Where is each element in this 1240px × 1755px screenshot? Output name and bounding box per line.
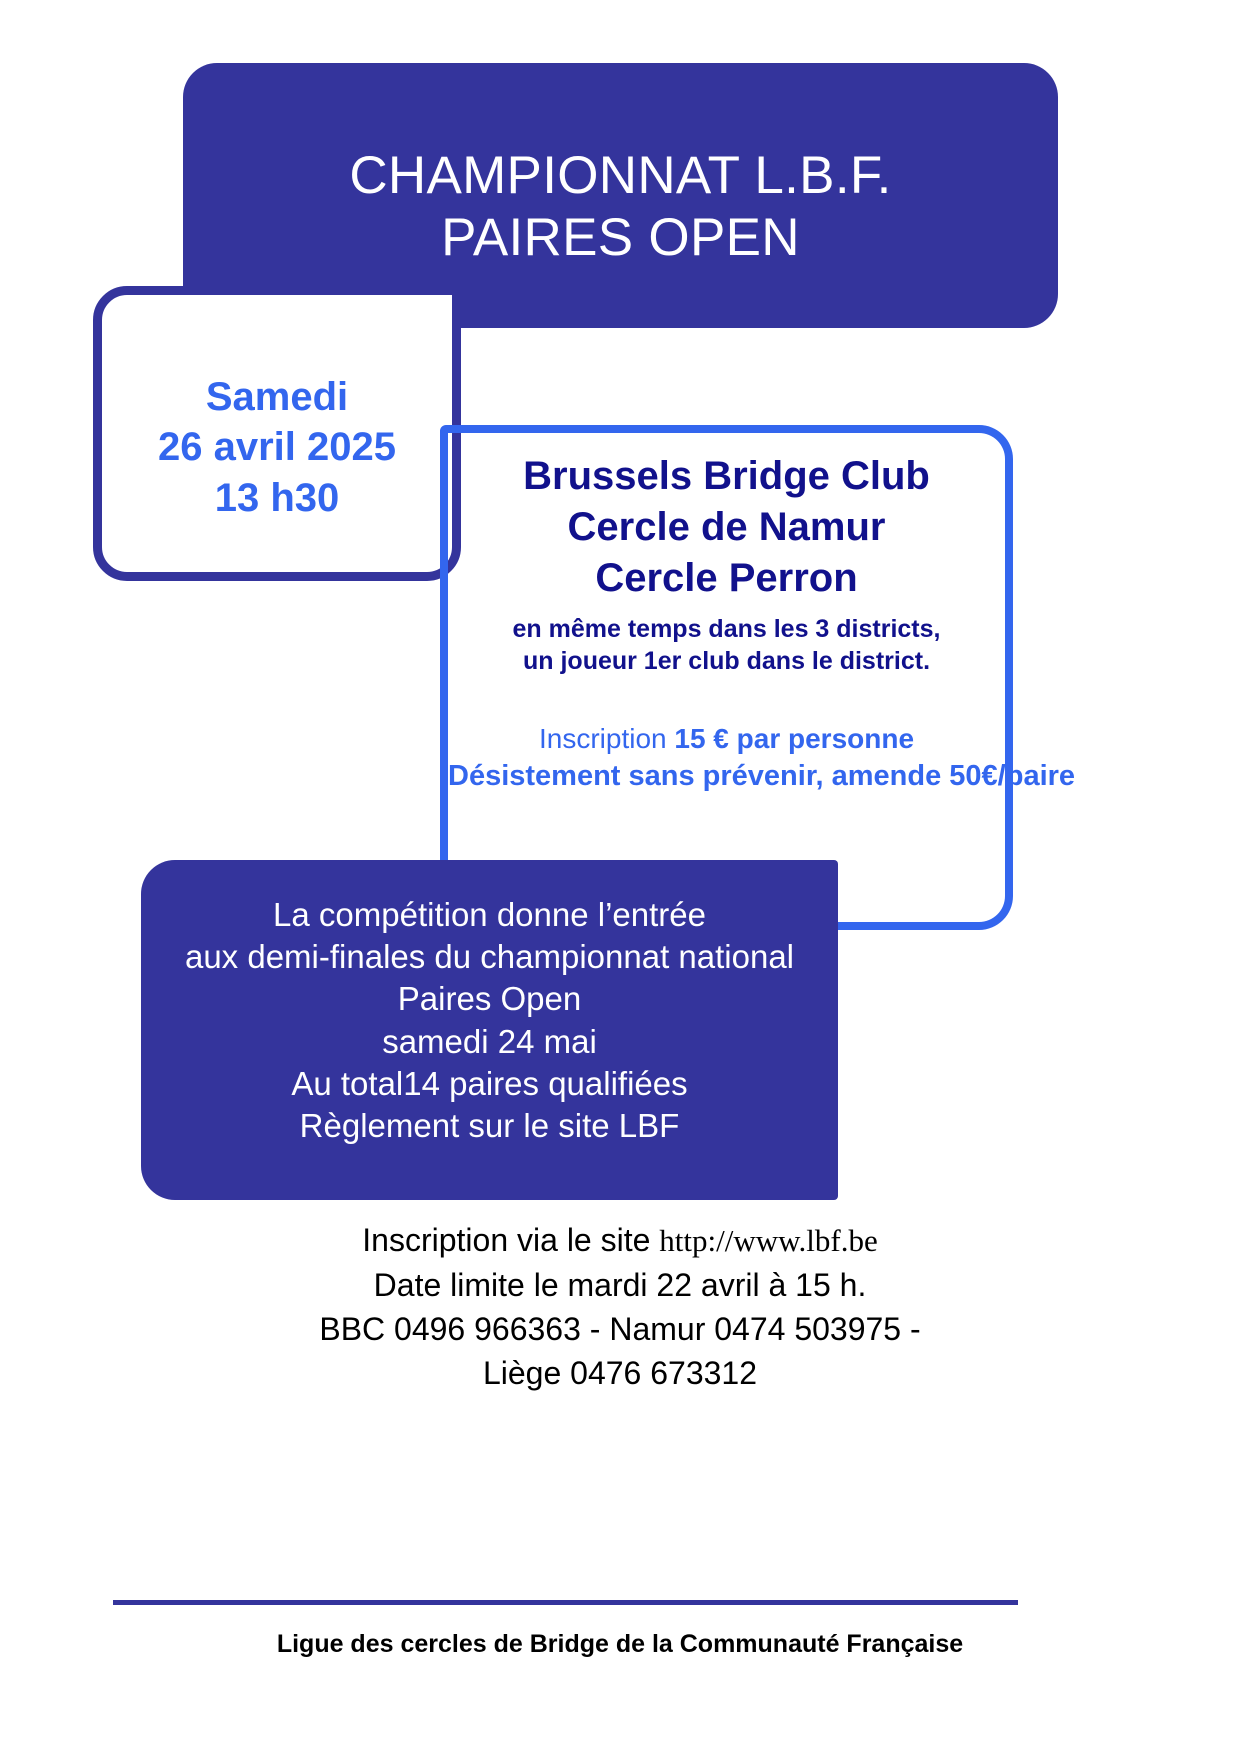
competition-line-6: Règlement sur le site LBF — [299, 1107, 680, 1145]
competition-line-3: Paires Open — [397, 980, 582, 1018]
price-amount: 15 € par personne — [674, 722, 915, 754]
venues-box — [440, 425, 1076, 930]
title-line-1: CHAMPIONNAT L.B.F. — [349, 146, 892, 206]
date-time: 13 h30 — [214, 476, 340, 521]
venue-note-1: en même temps dans les 3 districts, — [512, 614, 941, 643]
competition-box — [141, 860, 838, 1200]
registration-prefix: Inscription via le site — [362, 1222, 660, 1258]
registration-url[interactable]: http://www.lbf.be — [659, 1223, 878, 1258]
date-full: 26 avril 2025 — [158, 425, 396, 470]
title-line-2: PAIRES OPEN — [441, 207, 800, 267]
competition-line-4: samedi 24 mai — [382, 1022, 597, 1060]
contact-block — [0, 1218, 1240, 1395]
footer-block — [0, 1630, 1240, 1659]
date-box — [93, 286, 461, 581]
competition-line-1: La compétition donne l’entrée — [273, 896, 706, 933]
date-weekday: Samedi — [205, 374, 349, 419]
venue-note-2: un joueur 1er club dans le district. — [522, 647, 931, 676]
phones-line-2: Liège 0476 673312 — [482, 1355, 758, 1392]
price-block — [448, 720, 1076, 797]
venue-namur: Cercle de Namur — [567, 505, 886, 550]
competition-line-2: aux demi-finales du championnat national — [184, 938, 795, 976]
registration-url-line — [0, 1218, 1240, 1263]
price-label: Inscription — [538, 722, 675, 754]
price-fee-line — [448, 720, 1005, 758]
venue-perron: Cercle Perron — [595, 556, 858, 601]
footer-divider — [113, 1600, 1018, 1605]
venue-brussels: Brussels Bridge Club — [523, 454, 930, 498]
price-penalty: Désistement sans prévenir, amende 50€/paire — [448, 760, 1076, 793]
phones-line-1: BBC 0496 966363 - Namur 0474 503975 - — [319, 1310, 921, 1347]
organisation-name: Ligue des cercles de Bridge de la Communauté Française — [276, 1630, 964, 1658]
competition-line-5: Au total14 paires qualifiées — [291, 1064, 688, 1102]
registration-deadline: Date limite le mardi 22 avril à 15 h. — [373, 1266, 867, 1303]
